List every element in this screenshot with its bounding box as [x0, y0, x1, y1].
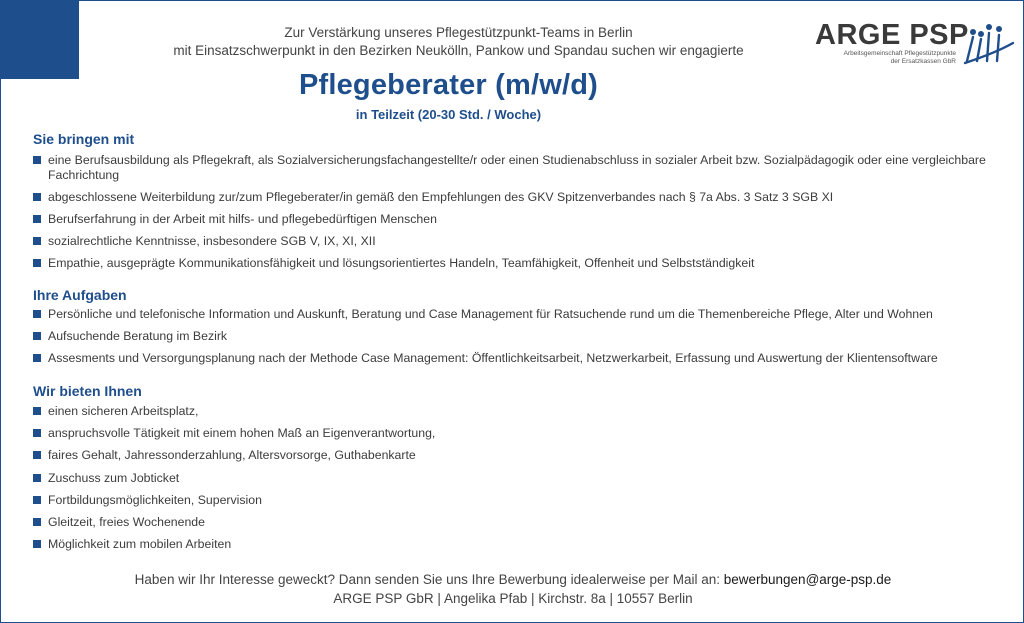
intro-line-1: Zur Verstärkung unseres Pflegestützpunkt-Teams in Berlin	[284, 25, 633, 40]
footer-prompt: Haben wir Ihr Interesse geweckt? Dann senden Sie uns Ihre Bewerbung idealerweise per Mail an:	[134, 572, 724, 587]
logo-sub-line-2: der Ersatzkassen GbR	[890, 58, 956, 65]
list-item: Empathie, ausgeprägte Kommunikationsfähigkeit und lösungsorientiertes Handeln, Teamfähigkeit, Offenheit und Selbstständigkeit	[33, 256, 993, 271]
list-item: Zuschuss zum Jobticket	[33, 471, 993, 486]
list-item: eine Berufsausbildung als Pflegekraft, als Sozialversicherungsfachangestellte/r oder einen Studienabschluss in sozialer Arbeit bzw. Sozialpädagogik oder eine vergleichbare Fachrichtung	[33, 153, 993, 182]
list-item: anspruchsvolle Tätigkeit mit einem hohen Maß an Eigenverantwortung,	[33, 426, 993, 441]
list-item: Aufsuchende Beratung im Bezirk	[33, 329, 993, 344]
job-subtitle: in Teilzeit (20-30 Std. / Woche)	[355, 107, 542, 122]
section-heading: Wir bieten Ihnen	[33, 383, 142, 399]
section-benefits	[33, 382, 993, 559]
corner-accent-block	[1, 1, 79, 79]
intro-line-2: mit Einsatzschwerpunkt in den Bezirken Neukölln, Pankow und Spandau suchen wir engagierte	[173, 43, 744, 58]
logo-name: ARGE PSP	[815, 19, 969, 51]
list-item: sozialrechtliche Kenntnisse, insbesondere SGB V, IX, XI, XII	[33, 234, 993, 249]
list-item: Möglichkeit zum mobilen Arbeiten	[33, 537, 993, 552]
list-item: Fortbildungsmöglichkeiten, Supervision	[33, 493, 993, 508]
list-item: Persönliche und telefonische Information und Auskunft, Beratung und Case Management für Ratsuchende rund um die Themenbereiche Pflege, Alter und Wohnen	[33, 307, 993, 322]
section-heading: Sie bringen mit	[33, 131, 135, 147]
section-heading: Ihre Aufgaben	[33, 287, 127, 303]
intro-text	[111, 24, 806, 60]
section-tasks	[33, 286, 993, 373]
list-item: faires Gehalt, Jahressonderzahlung, Altersvorsorge, Guthabenkarte	[33, 448, 993, 463]
email-link[interactable]: bewerbungen@arge-psp.de	[723, 572, 892, 587]
logo-sub-line-1: Arbeitsgemeinschaft Pflegestützpunkte	[843, 50, 956, 57]
people-figures-logo-icon	[963, 21, 1015, 65]
list-item: einen sicheren Arbeitsplatz,	[33, 404, 993, 419]
benefits-list	[33, 404, 993, 552]
job-title: Pflegeberater (m/w/d)	[298, 69, 599, 101]
footer-address: ARGE PSP GbR | Angelika Pfab | Kirchstr. 8a | 10557 Berlin	[333, 591, 693, 606]
arge-psp-logo	[815, 19, 1015, 69]
list-item: Gleitzeit, freies Wochenende	[33, 515, 993, 530]
logo-subtitle	[841, 50, 956, 66]
footer-line-1	[61, 570, 965, 589]
footer-contact	[61, 570, 965, 608]
tasks-list	[33, 307, 993, 366]
section-requirements	[33, 130, 993, 278]
list-item: Berufserfahrung in der Arbeit mit hilfs- und pflegebedürftigen Menschen	[33, 212, 993, 227]
requirements-list	[33, 153, 993, 270]
list-item: abgeschlossene Weiterbildung zur/zum Pflegeberater/in gemäß den Empfehlungen des GKV Spitzenverbandes nach § 7a Abs. 3 Satz 3 SGB XI	[33, 190, 993, 205]
list-item: Assesments und Versorgungsplanung nach der Methode Case Management: Öffentlichkeitsarbeit, Netzwerkarbeit, Erfassung und Auswertung der Klientensoftware	[33, 351, 993, 366]
